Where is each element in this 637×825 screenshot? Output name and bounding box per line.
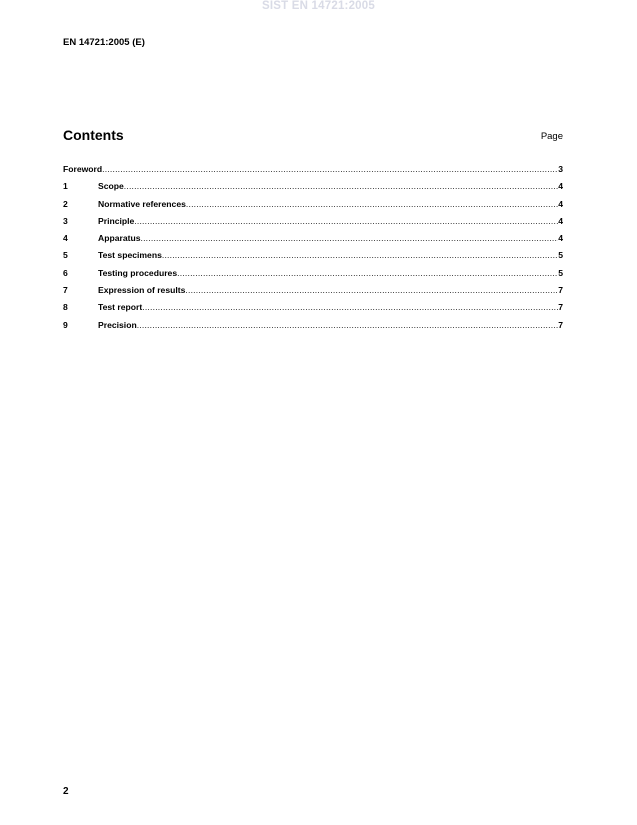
- toc-entry-apparatus[interactable]: [63, 233, 563, 250]
- toc-entry-page: 7: [558, 285, 563, 296]
- toc-entry-foreword[interactable]: [63, 164, 563, 181]
- toc-entry-page: 5: [558, 267, 563, 278]
- toc-entry-title: Apparatus: [98, 233, 141, 244]
- toc-leader-dots: [134, 216, 558, 226]
- toc-leader-dots: [142, 302, 558, 312]
- page-number: 2: [63, 786, 69, 797]
- toc-entry-title: Foreword: [63, 164, 103, 174]
- toc-entry-title: Normative references: [98, 198, 186, 209]
- toc-entry-test-report[interactable]: [63, 302, 563, 319]
- toc-leader-dots: [102, 164, 558, 174]
- toc-leader-dots: [141, 233, 559, 243]
- toc-entry-number: 2: [63, 198, 68, 209]
- toc-entry-number: 9: [63, 319, 68, 330]
- toc-entry-title: Expression of results: [98, 285, 186, 296]
- toc-entry-page: 4: [558, 198, 563, 209]
- toc-entry-number: 5: [63, 250, 68, 261]
- toc-leader-dots: [186, 199, 558, 209]
- toc-entry-page: 3: [558, 164, 563, 174]
- toc-entry-normative-references[interactable]: [63, 199, 563, 216]
- toc-entry-title: Testing procedures: [98, 267, 178, 278]
- page-column-label: Page: [540, 131, 563, 142]
- toc-entry-title: Precision: [98, 319, 137, 330]
- toc-entry-number: 4: [63, 233, 68, 244]
- toc-entry-number: 6: [63, 267, 68, 278]
- toc-entry-page: 7: [558, 302, 563, 313]
- toc-entry-testing-procedures[interactable]: [63, 268, 563, 285]
- toc-entry-precision[interactable]: [63, 320, 563, 337]
- toc-entry-number: 3: [63, 215, 68, 226]
- toc-leader-dots: [124, 181, 558, 191]
- toc-leader-dots: [177, 268, 558, 278]
- toc-entry-title: Test specimens: [98, 250, 162, 261]
- toc-entry-principle[interactable]: [63, 216, 563, 233]
- toc-entry-page: 7: [558, 319, 563, 330]
- contents-heading: Contents: [63, 127, 124, 143]
- watermark: SIST EN 14721:2005: [262, 0, 375, 12]
- toc-entry-page: 4: [558, 215, 563, 226]
- document-identifier: EN 14721:2005 (E): [63, 37, 145, 48]
- toc-leader-dots: [185, 285, 558, 295]
- toc-leader-dots: [162, 250, 558, 260]
- toc-entry-number: 1: [63, 181, 68, 192]
- table-of-contents: [63, 164, 563, 337]
- toc-entry-page: 4: [558, 233, 563, 244]
- toc-entry-title: Principle: [98, 215, 135, 226]
- toc-entry-title: Test report: [98, 302, 143, 313]
- toc-entry-title: Scope: [98, 181, 124, 192]
- toc-entry-page: 4: [558, 181, 563, 192]
- toc-entry-expression-of-results[interactable]: [63, 285, 563, 302]
- toc-entry-scope[interactable]: [63, 181, 563, 198]
- toc-entry-page: 5: [558, 250, 563, 261]
- toc-entry-number: 7: [63, 285, 68, 296]
- toc-entry-number: 8: [63, 302, 68, 313]
- toc-leader-dots: [137, 320, 559, 330]
- toc-entry-test-specimens[interactable]: [63, 250, 563, 267]
